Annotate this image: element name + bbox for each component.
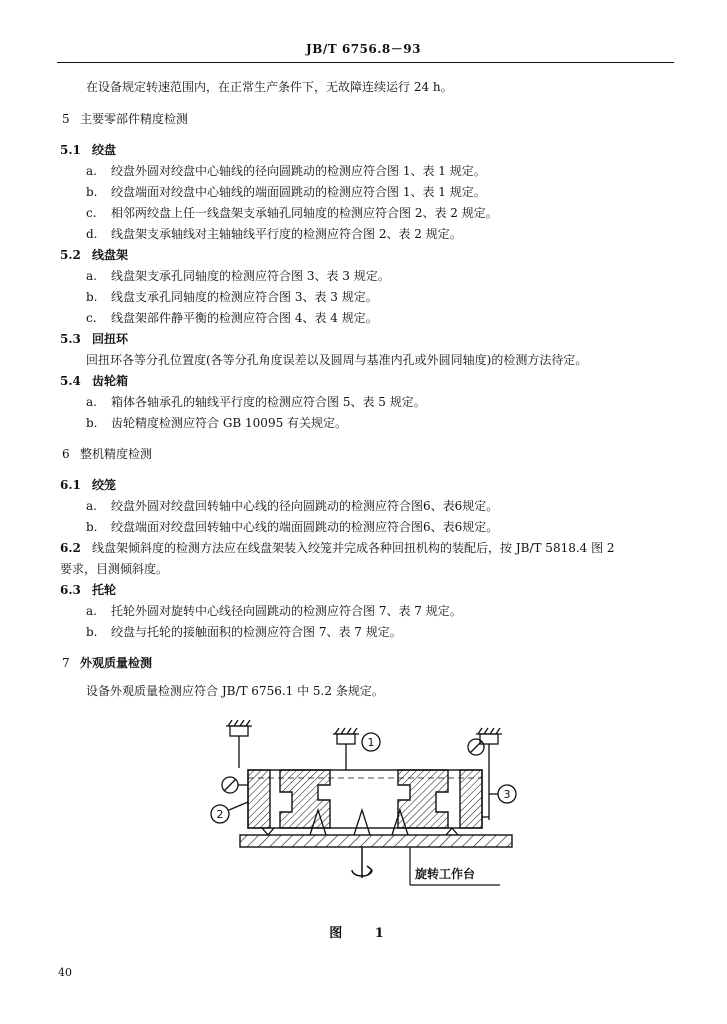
section-7-number: 7	[62, 656, 70, 670]
intro-paragraph: 在设备规定转速范围内，在正常生产条件下，无故障连续运行 24 h。	[86, 80, 453, 94]
section-5-4-number: 5.4	[60, 374, 81, 388]
list-marker: b.	[86, 520, 98, 534]
callout-1-label: 1	[367, 736, 375, 749]
list-item: 线盘架支承轴线对主轴轴线平行度的检测应符合图 2、表 2 规定。	[111, 227, 462, 241]
list-item: 齿轮精度检测应符合 GB 10095 有关规定。	[111, 416, 348, 430]
dial-gauge-side	[222, 777, 250, 793]
section-6-2-line1: 线盘架倾斜度的检测方法应在线盘架装入绞笼并完成各种回扭机构的装配后，按 JB/T 5818.4 图 2	[92, 541, 615, 555]
section-5-1-number: 5.1	[60, 143, 81, 157]
callout-2-label: 2	[216, 808, 224, 821]
list-marker: b.	[86, 625, 98, 639]
section-6-2-line2: 要求，目测倾斜度。	[60, 562, 169, 576]
page-header: JB/T 6756.8－93	[306, 42, 421, 56]
figure-1-diagram	[0, 720, 727, 920]
list-marker: d.	[86, 227, 98, 241]
list-item: 绞盘外圆对绞盘回转轴中心线的径向圆跳动的检测应符合图6、表6规定。	[111, 499, 499, 513]
list-item: 绞盘端面对绞盘中心轴线的端面圆跳动的检测应符合图 1、表 1 规定。	[111, 185, 486, 199]
list-item: 线盘架部件静平衡的检测应符合图 4、表 4 规定。	[111, 311, 378, 325]
figure-caption: 图 1	[329, 926, 398, 941]
section-5-3-number: 5.3	[60, 332, 81, 346]
callout-3-label: 3	[503, 788, 511, 801]
rotation-arrow-icon	[352, 847, 372, 878]
section-6-3-title: 托轮	[92, 583, 117, 597]
section-7-text: 设备外观质量检测应符合 JB/T 6756.1 中 5.2 条规定。	[86, 684, 384, 698]
list-item: 线盘支承孔同轴度的检测应符合图 3、表 3 规定。	[111, 290, 378, 304]
section-6-title: 整机精度检测	[80, 447, 153, 461]
list-marker: b.	[86, 416, 98, 430]
list-marker: a.	[86, 499, 97, 513]
list-item: 箱体各轴承孔的轴线平行度的检测应符合图 5、表 5 规定。	[111, 395, 426, 409]
list-item: 托轮外圆对旋转中心线径向圆跳动的检测应符合图 7、表 7 规定。	[111, 604, 462, 618]
list-item: 绞盘端面对绞盘回转轴中心线的端面圆跳动的检测应符合图6、表6规定。	[111, 520, 499, 534]
section-5-3-title: 回扭环	[92, 332, 129, 346]
section-6-3-number: 6.3	[60, 583, 81, 597]
list-marker: a.	[86, 604, 97, 618]
section-5-1-title: 绞盘	[92, 143, 117, 157]
callout-3	[489, 785, 516, 803]
list-marker: c.	[86, 311, 97, 325]
dial-gauge-left	[226, 720, 252, 768]
section-6-2-number: 6.2	[60, 541, 81, 555]
list-item: 绞盘外圆对绞盘中心轴线的径向圆跳动的检测应符合图 1、表 1 规定。	[111, 164, 486, 178]
section-5-number: 5	[62, 112, 70, 126]
list-marker: a.	[86, 395, 97, 409]
page-number: 40	[58, 966, 72, 979]
list-marker: a.	[86, 269, 97, 283]
section-6-number: 6	[62, 447, 70, 461]
rotary-table-label: 旋转工作台	[415, 867, 476, 881]
list-marker: a.	[86, 164, 97, 178]
section-5-2-title: 线盘架	[92, 248, 129, 262]
list-marker: b.	[86, 185, 98, 199]
header-rule	[57, 62, 674, 63]
section-5-3-text: 回扭环各等分孔位置度(各等分孔角度误差以及圆周与基准内孔或外圆同轴度)的检测方法待定。	[86, 353, 588, 367]
section-5-2-number: 5.2	[60, 248, 81, 262]
rotary-table	[240, 835, 512, 847]
list-item: 绞盘与托轮的接触面积的检测应符合图 7、表 7 规定。	[111, 625, 402, 639]
section-6-1-number: 6.1	[60, 478, 81, 492]
list-item: 线盘架支承孔同轴度的检测应符合图 3、表 3 规定。	[111, 269, 390, 283]
section-5-4-title: 齿轮箱	[92, 374, 129, 388]
section-5-title: 主要零部件精度检测	[80, 112, 189, 126]
section-6-1-title: 绞笼	[92, 478, 117, 492]
section-7-title: 外观质量检测	[80, 656, 153, 670]
list-marker: b.	[86, 290, 98, 304]
list-marker: c.	[86, 206, 97, 220]
list-item: 相邻两绞盘上任一线盘架支承轴孔同轴度的检测应符合图 2、表 2 规定。	[111, 206, 498, 220]
